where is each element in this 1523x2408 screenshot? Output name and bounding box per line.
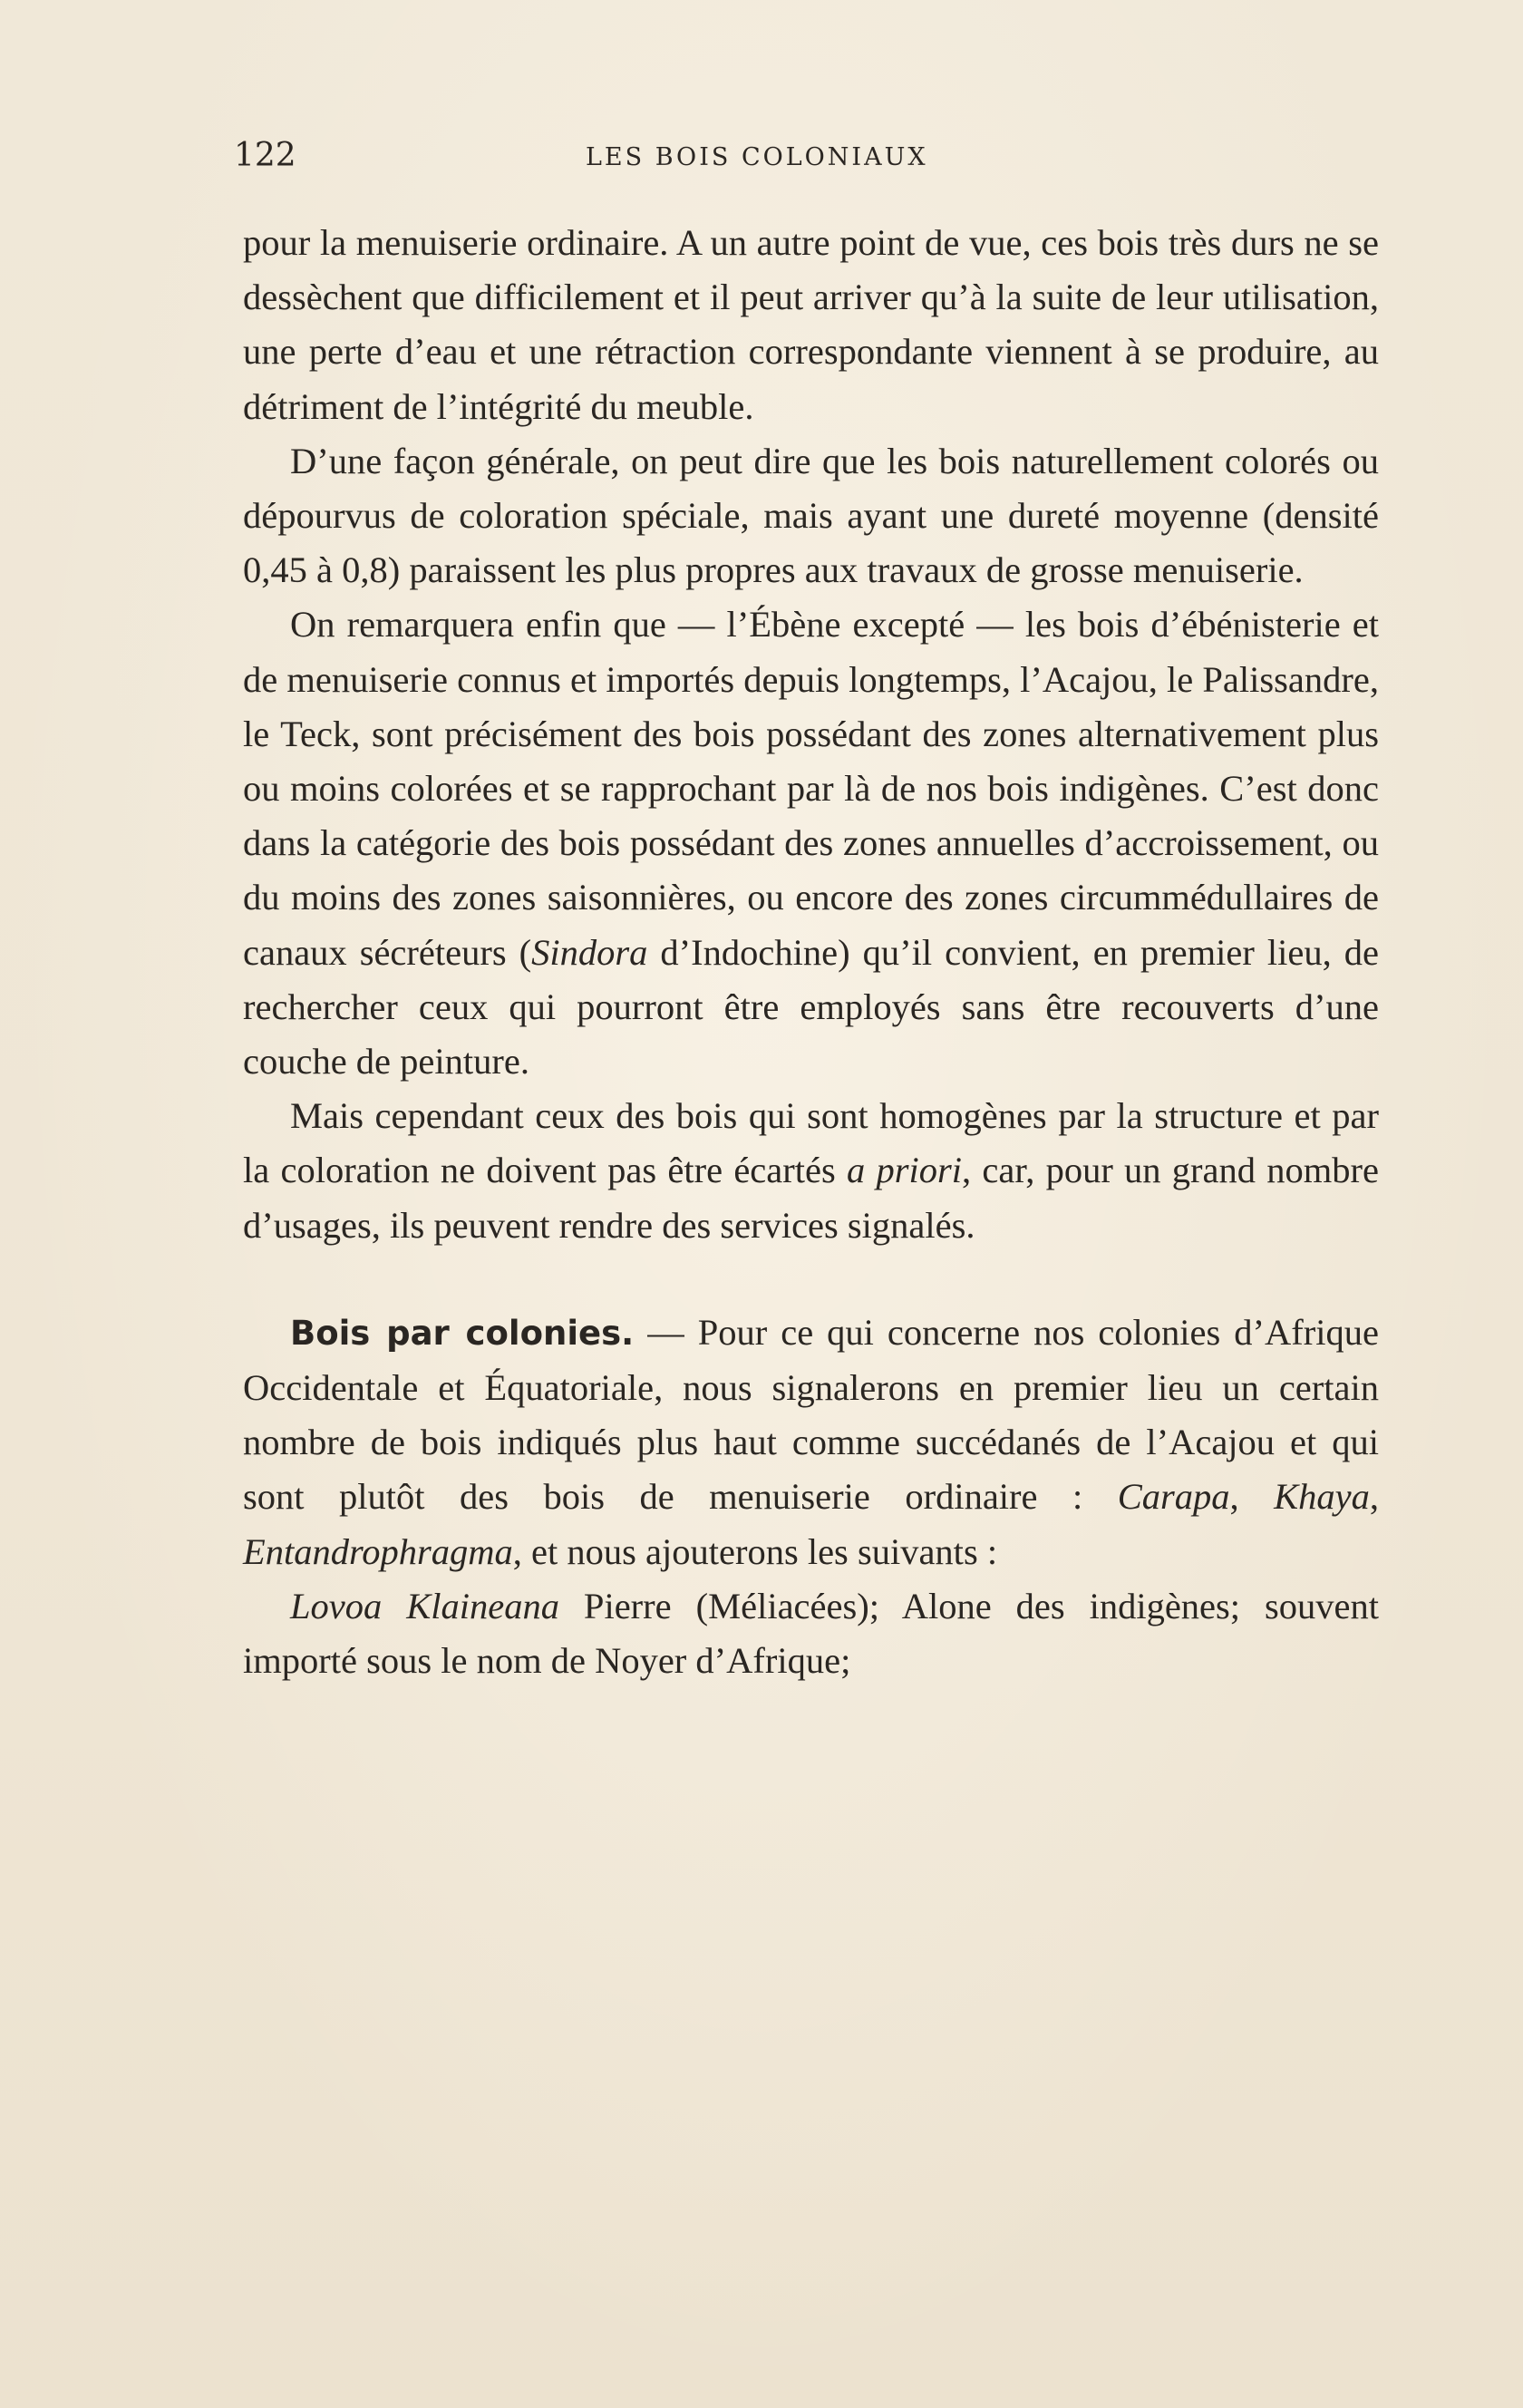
paragraph-4: Mais cependant ceux des bois qui sont homogènes par la structure et par la coloration ne doivent pas être écartés a priori, car, pour un grand nombre d’usages, ils peuvent rendre des services signalés.: [243, 1095, 1379, 1246]
section-heading: Bois par colonies.: [290, 1313, 635, 1353]
italic-genus-carapa: Carapa: [1117, 1476, 1230, 1518]
paragraph-5: Bois par colonies. — Pour ce qui concerne nos colonies d’Afrique Occidentale et Équatoriale, nous signalerons en premier lieu un certain nombre de bois indiqués plus haut comme succédanés de l’Acajou et qui sont plutôt des bois de menuiserie ordinaire : Carapa, Khaya, Entandrophragma, et nous ajouterons les suivants :: [243, 1311, 1379, 1572]
section-spacer: [243, 1253, 1379, 1306]
paragraph-3: On remarquera enfin que — l’Ébène excepté — les bois d’ébénisterie et de menuiserie connus et importés depuis longtemps, l’Acajou, le Palissandre, le Teck, sont précisément des bois possédant des zones alternativement plus ou moins colorées et se rapprochant par là de nos bois indigènes. C’est donc dans la catégorie des bois possédant des zones annuelles d’accroissement, ou du moins des zones saisonnières, ou encore des zones circummédullaires de canaux sécréteurs (Sindora d’Indochine) qu’il convient, en premier lieu, de rechercher ceux qui pourront être employés sans être recouverts d’une couche de peinture.: [243, 604, 1379, 1083]
paragraph-6: Lovoa Klaineana Pierre (Méliacées); Alone des indigènes; souvent importé sous le nom de Noyer d’Afrique;: [243, 1585, 1379, 1682]
running-header: [0, 134, 1523, 178]
paragraph-2: D’une façon générale, on peut dire que les bois naturellement colorés ou dépourvus de coloration spéciale, mais ayant une dureté moyenne (densité 0,45 à 0,8) paraissent les plus propres aux travaux de grosse menuiserie.: [243, 440, 1379, 591]
italic-term-sindora: Sindora: [531, 931, 648, 973]
italic-genus-khaya: Khaya: [1274, 1476, 1370, 1518]
italic-species-lovoa: Lovoa Klaineana: [290, 1585, 559, 1626]
body-text: [243, 216, 1379, 1688]
italic-genus-entandrophragma: Entandrophragma: [243, 1530, 513, 1572]
italic-term-a-priori: a priori: [846, 1150, 962, 1191]
page-number: 122: [234, 137, 296, 174]
paragraph-1: pour la menuiserie ordinaire. A un autre point de vue, ces bois très durs ne se dessèchent que difficilement et il peut arriver qu’à la suite de leur utilisation, une perte d’eau et une rétraction correspondante viennent à se produire, au détriment de l’intégrité du meuble.: [243, 222, 1379, 427]
book-title: LES BOIS COLONIAUX: [586, 143, 928, 171]
